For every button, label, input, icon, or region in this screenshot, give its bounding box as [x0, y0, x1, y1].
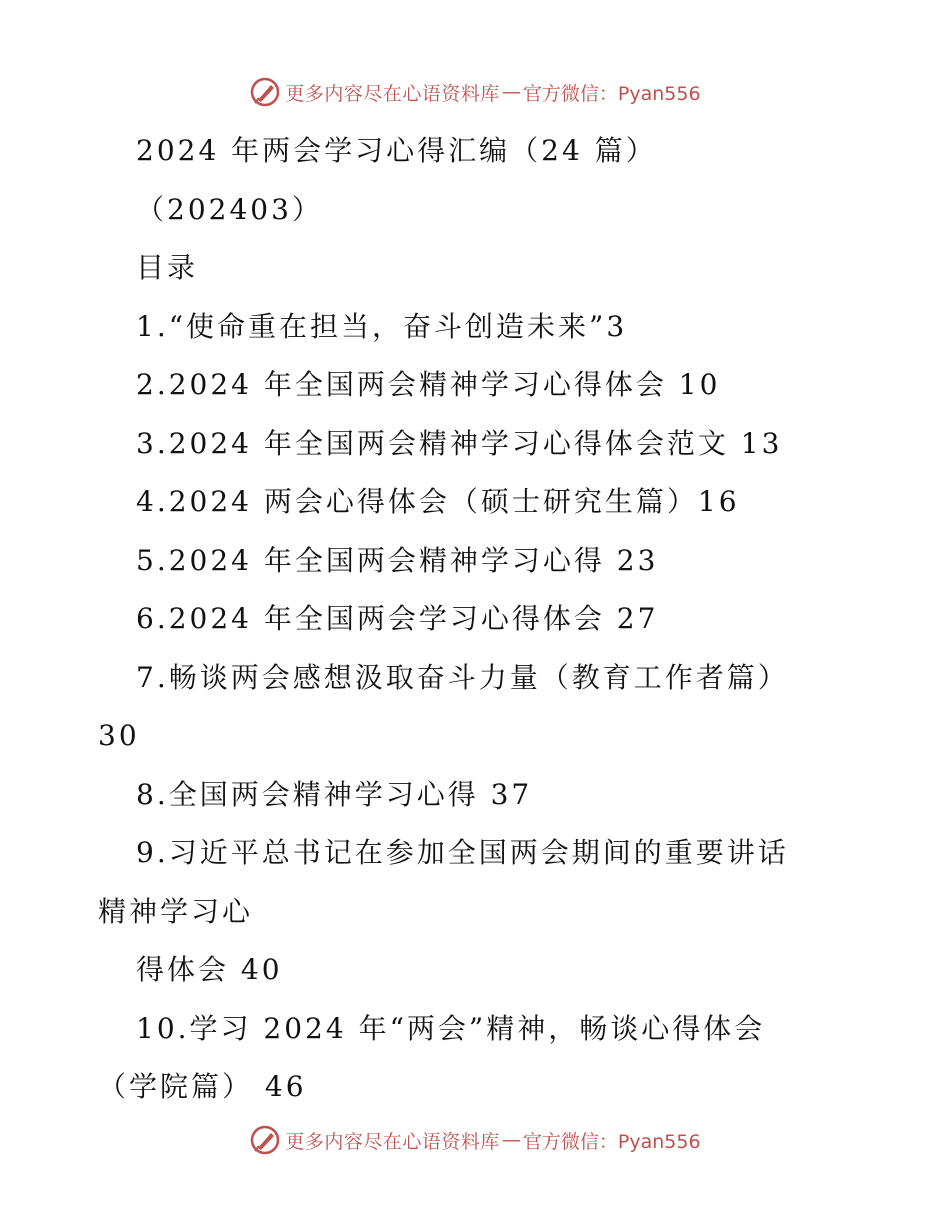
- toc-heading: 目录: [136, 251, 199, 284]
- header-watermark: [0, 72, 950, 112]
- toc-item-10-continued: （学院篇） 46: [98, 1070, 307, 1103]
- toc-item-10: 10.学习 2024 年“两会”精神，畅谈心得体会: [136, 1011, 766, 1045]
- toc-item-9-continued-2: 得体会 40: [136, 953, 283, 986]
- quill-pen-circle-icon: [249, 1124, 281, 1156]
- watermark-account: 官方微信：Pyan556: [522, 82, 701, 105]
- toc-item-3: 3.2024 年全国两会精神学习心得体会范文 13: [136, 426, 783, 460]
- watermark-text: 更多内容尽在心语资料库: [285, 1130, 500, 1153]
- document-date: （202403）: [136, 192, 323, 226]
- toc-item-7-continued: 30: [98, 719, 140, 752]
- toc-item-4: 4.2024 两会心得体会（硕士研究生篇）16: [136, 485, 740, 518]
- footer-watermark: [0, 1120, 950, 1160]
- toc-item-1: 1.“使命重在担当，奋斗创造未来”3: [136, 309, 628, 343]
- watermark-account: 官方微信：Pyan556: [522, 1130, 701, 1153]
- watermark-text: 更多内容尽在心语资料库: [285, 82, 500, 105]
- watermark-dash: —: [501, 1129, 521, 1151]
- watermark-dash: —: [501, 81, 521, 103]
- toc-item-5: 5.2024 年全国两会精神学习心得 23: [136, 543, 659, 577]
- document-body: [0, 122, 950, 1117]
- document-title: 2024 年两会学习心得汇编（24 篇）: [136, 134, 657, 167]
- toc-item-2: 2.2024 年全国两会精神学习心得体会 10: [136, 368, 721, 401]
- toc-item-6: 6.2024 年全国两会学习心得体会 27: [136, 602, 659, 635]
- toc-item-9-continued: 精神学习心: [98, 894, 254, 928]
- toc-item-8: 8.全国两会精神学习心得 37: [136, 777, 533, 811]
- quill-pen-circle-icon: [249, 76, 281, 108]
- toc-item-7: 7.畅谈两会感想汲取奋斗力量（教育工作者篇）: [136, 660, 789, 694]
- toc-item-9: 9.习近平总书记在参加全国两会期间的重要讲话: [136, 836, 789, 869]
